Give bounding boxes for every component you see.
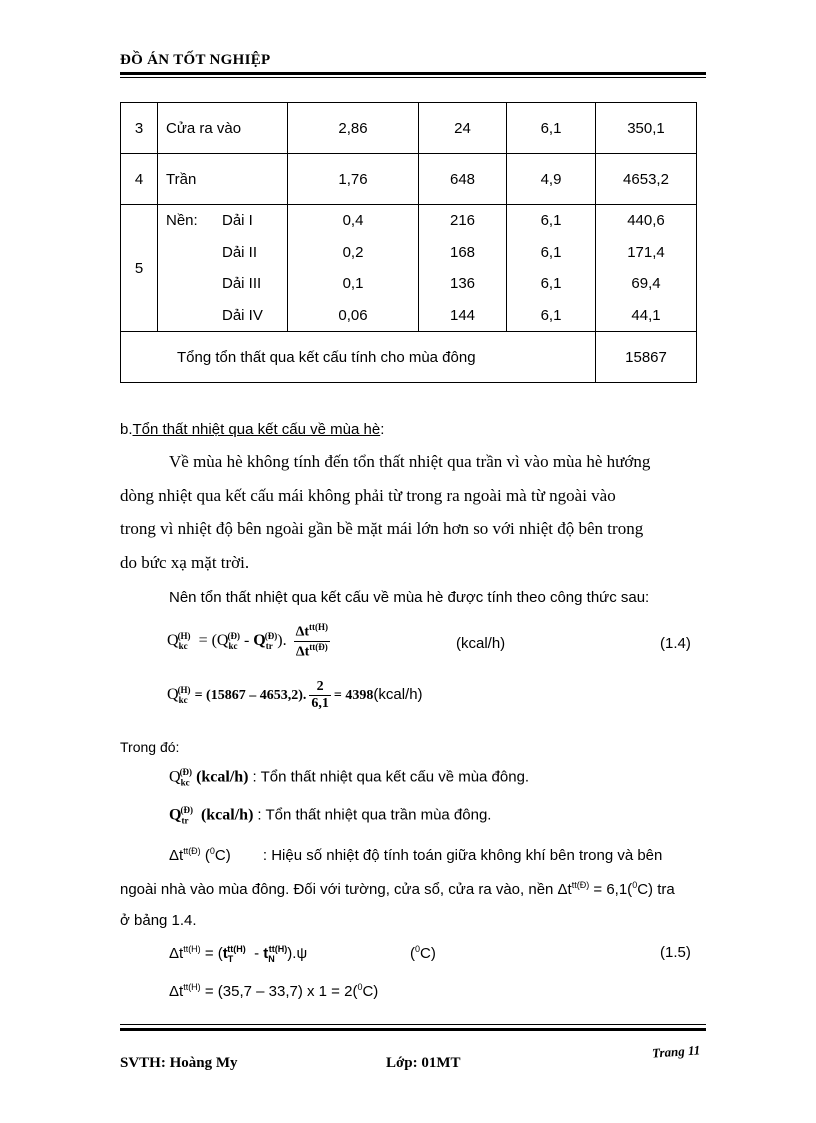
cell-dt: 6,1 bbox=[507, 103, 596, 154]
formula-1-5: $\Delta t^{tt(H)} = (t_T^{tt(H)} - t_N^{tt(H)}).\psi$ bbox=[169, 944, 308, 964]
footer-rule-thick bbox=[120, 1028, 706, 1031]
cell-name: Cửa ra vào bbox=[158, 103, 288, 154]
heat-loss-table bbox=[120, 102, 697, 383]
definition-3-line2: ngoài nhà vào mùa đông. Đối với tường, cửa sổ, cửa ra vào, nền $\Delta t^{tt(Đ)} = 6,1(^0C)$ tra bbox=[120, 880, 675, 898]
total-value: 15867 bbox=[596, 332, 697, 383]
footer-class: Lớp: 01MT bbox=[386, 1055, 461, 1071]
cell-k: 2,86 bbox=[288, 103, 419, 154]
cell-k: 1,76 bbox=[288, 154, 419, 205]
cell-floor-q: 440,6 171,4 69,4 44,1 bbox=[596, 205, 697, 332]
cell-floor-k: 0,4 0,2 0,1 0,06 bbox=[288, 205, 419, 332]
definition-2: $Q_{tr}^{(Đ)}$ (kcal/h) : Tổn thất nhiệt qua trần mùa đông. bbox=[169, 805, 492, 826]
section-b-heading: b.Tổn thất nhiệt qua kết cấu về mùa hè: bbox=[120, 421, 385, 438]
page-header-title: ĐỒ ÁN TỐT NGHIỆP bbox=[120, 52, 271, 68]
cell-q: 4653,2 bbox=[596, 154, 697, 205]
formula-1-4-unit: (kcal/h) bbox=[456, 635, 506, 652]
band-name: Dải IV bbox=[222, 306, 263, 324]
formula-1-4-number: (1.4) bbox=[660, 635, 691, 652]
table-row-total bbox=[121, 332, 697, 383]
formula-1-5-unit: ($^0$C) bbox=[410, 944, 436, 962]
footer-page-number: Trang 11 bbox=[651, 1042, 701, 1061]
definition-3-line1: $\Delta t^{tt(Đ)}$ ($^0$C) : Hiệu số nhiệt độ tính toán giữa không khí bên trong và bên bbox=[169, 846, 663, 864]
cell-floor-names bbox=[158, 205, 288, 332]
total-label: Tổng tổn thất qua kết cấu tính cho mùa đông bbox=[121, 332, 596, 383]
cell-floor-dt: 6,1 6,1 6,1 6,1 bbox=[507, 205, 596, 332]
definition-1: $Q_{kc}^{(Đ)}$ (kcal/h) : Tổn thất nhiệt qua kết cấu về mùa đông. bbox=[169, 767, 530, 788]
header-rule-thin bbox=[120, 77, 706, 78]
table-row-floor bbox=[121, 205, 697, 332]
formula-1-5-number: (1.5) bbox=[660, 944, 691, 961]
para1-line2: dòng nhiệt qua kết cấu mái không phải từ trong ra ngoài mà từ ngoài vào bbox=[120, 486, 616, 505]
where-label: Trong đó: bbox=[120, 739, 180, 755]
table-row bbox=[121, 103, 697, 154]
table-row bbox=[121, 154, 697, 205]
para1-line4: do bức xạ mặt trời. bbox=[120, 553, 250, 572]
formula-1-4-computed: $Q_{kc}^{(H)} = (15867 - 4653,2)$. $\frac{2}{6,1}$ = 4398(kcal/h) bbox=[167, 679, 423, 711]
header-rule-thick bbox=[120, 72, 706, 75]
footer-rule-thin bbox=[120, 1024, 706, 1025]
band-name: Dải I bbox=[222, 212, 253, 229]
cell-floor-f: 216 168 136 144 bbox=[419, 205, 507, 332]
cell-f: 24 bbox=[419, 103, 507, 154]
cell-dt: 4,9 bbox=[507, 154, 596, 205]
formula-1-4: $Q_{kc}^{(H)} = (Q_{kc}^{(Đ)} - Q_{tr}^{(Đ)})$. $\frac{\Delta t^{tt(H)}}{\Delta t^{tt(Đ)}}$ bbox=[167, 622, 329, 660]
cell-no: 3 bbox=[121, 103, 158, 154]
para1-line1: Về mùa hè không tính đến tổn thất nhiệt qua trần vì vào mùa hè hướng bbox=[169, 452, 651, 471]
band-name: Dải III bbox=[222, 275, 262, 292]
definition-3-line3: ở bảng 1.4. bbox=[120, 912, 197, 929]
floor-label: Nền: bbox=[166, 212, 198, 229]
cell-name: Trần bbox=[158, 154, 288, 205]
cell-f: 648 bbox=[419, 154, 507, 205]
formula-1-5-computed: $\Delta t^{tt(H)} = (35,7 - 33,7)$ x 1 = 2($^0$C) bbox=[169, 982, 379, 1000]
footer-author: SVTH: Hoàng My bbox=[120, 1055, 238, 1071]
cell-q: 350,1 bbox=[596, 103, 697, 154]
para2: Nên tổn thất nhiệt qua kết cấu về mùa hè được tính theo công thức sau: bbox=[169, 589, 650, 606]
band-name: Dải II bbox=[222, 243, 258, 261]
cell-no: 4 bbox=[121, 154, 158, 205]
para1-line3: trong vì nhiệt độ bên ngoài gần bề mặt mái lớn hơn so với nhiệt độ bên trong bbox=[120, 519, 644, 538]
cell-no: 5 bbox=[121, 205, 158, 332]
